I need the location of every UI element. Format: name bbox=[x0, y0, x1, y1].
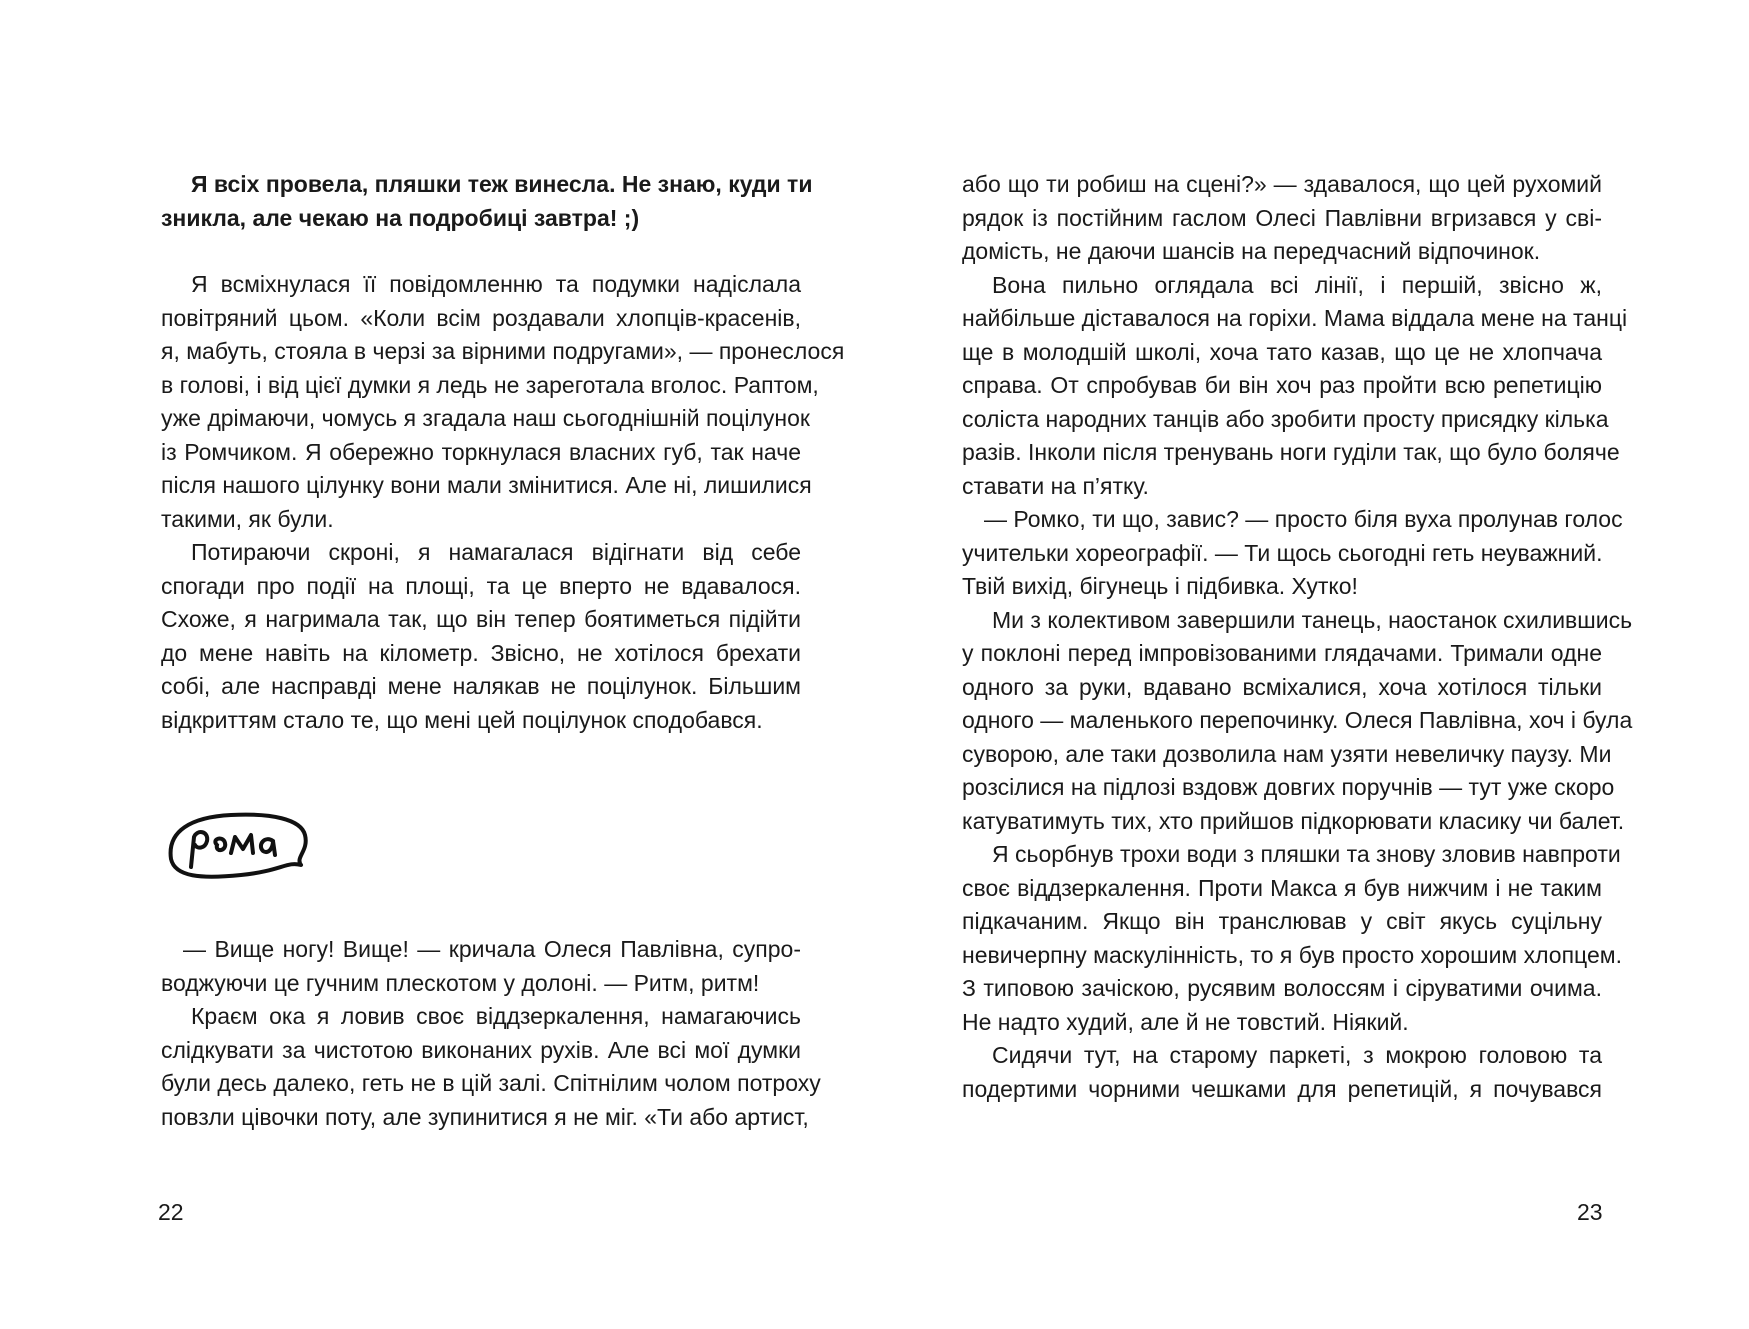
paragraph bbox=[962, 838, 1622, 1039]
text-line: були десь далеко, геть не в цій залі. Спітнілим чолом потроху bbox=[161, 1070, 821, 1096]
text-line: одного — маленького перепочинку. Олеся Павлівна, хоч і була bbox=[962, 707, 1633, 733]
right-page bbox=[962, 168, 1633, 1106]
paragraph bbox=[161, 933, 801, 1000]
text-line: Сидячи тут, на старому паркеті, з мокрою головою та bbox=[992, 1042, 1602, 1068]
text-line: такими, як були. bbox=[161, 505, 334, 532]
text-line: рядок із постійним гаслом Олесі Павлівни вгризався у сві- bbox=[962, 204, 1602, 231]
text-line: невичерпну маскулінність, то я був просто хорошим хлопцем. bbox=[962, 941, 1622, 968]
text-line: катуватимуть тих, хто прийшов підкорювати класику чи балет. bbox=[962, 807, 1625, 834]
text-line: у поклоні перед імпровізованими глядачами. Тримали одне bbox=[962, 640, 1602, 666]
paragraph bbox=[962, 503, 1623, 604]
text-line: собі, але насправді мене налякав не поцілунок. Більшим bbox=[161, 673, 801, 699]
text-line: до мене навіть на кілометр. Звісно, не хотілося брехати bbox=[161, 639, 801, 666]
paragraph bbox=[161, 536, 801, 737]
text-line: Я всіх провела, пляшки теж винесла. Не знаю, куди ти bbox=[191, 171, 813, 197]
text-line: разів. Інколи після тренувань ноги гуділи так, що було боляче bbox=[962, 439, 1620, 465]
text-line: справа. От спробував би він хоч раз пройти всю репетицію bbox=[962, 372, 1602, 398]
text-line: відкриттям стало те, що мені цей поцілунок сподобався. bbox=[161, 706, 763, 733]
paragraph bbox=[962, 1039, 1602, 1106]
text-line: одного за руки, вдавано всміхалися, хоча хотілося тільки bbox=[962, 673, 1602, 700]
text-line: повітряний цьом. «Коли всім роздавали хлопців-красенів, bbox=[161, 304, 801, 331]
text-line: подертими чорними чешками для репетицій, я почувався bbox=[962, 1075, 1602, 1102]
text-line: — Ромко, ти що, завис? — просто біля вуха пролунав голос bbox=[984, 506, 1623, 532]
text-line: Схоже, я нагримала так, що він тепер боятиметься підійти bbox=[161, 606, 801, 632]
text-line: в голові, і від цієї думки я ледь не зареготала вголос. Раптом, bbox=[161, 371, 819, 398]
text-line: розсілися на підлозі вздовж довгих поручнів — тут уже скоро bbox=[962, 774, 1615, 800]
text-line: — Вище ногу! Вище! — кричала Олеся Павлівна, супро- bbox=[183, 936, 801, 962]
text-line: або що ти робиш на сцені?» — здавалося, що цей рухомий bbox=[962, 171, 1602, 197]
text-line: учительки хореографії. — Ти щось сьогодні геть неуважний. bbox=[962, 539, 1603, 566]
text-line: соліста народних танців або зробити просту присядку кілька bbox=[962, 405, 1609, 432]
text-line: після нашого цілунку вони мали змінитися. Але ні, лишилися bbox=[161, 472, 812, 498]
text-line: спогади про події на площі, та це вперто не вдавалося. bbox=[161, 572, 801, 599]
page-number: 23 bbox=[1577, 1199, 1603, 1225]
text-line: повзли цівочки поту, але зупинитися я не міг. «Ти або артист, bbox=[161, 1103, 809, 1130]
text-line: своє віддзеркалення. Проти Макса я був нижчим і не таким bbox=[962, 874, 1602, 901]
text-line: Не надто худий, але й не товстий. Ніякий. bbox=[962, 1008, 1409, 1035]
paragraph bbox=[161, 268, 845, 536]
text-line: Ми з колективом завершили танець, наостанок схилившись bbox=[992, 606, 1633, 633]
text-line: домість, не даючи шансів на передчасний відпочинок. bbox=[962, 238, 1541, 264]
text-line: З типовою зачіскою, русявим волоссям і сіруватими очима. bbox=[962, 975, 1602, 1001]
paragraph bbox=[962, 269, 1628, 504]
paragraph bbox=[161, 1000, 821, 1134]
text-line: суворою, але таки дозволила нам узяти невеличку паузу. Ми bbox=[962, 740, 1612, 767]
text-line: ставати на п’ятку. bbox=[962, 472, 1149, 499]
roma-signature-logo bbox=[161, 801, 311, 889]
paragraph bbox=[962, 168, 1602, 269]
text-line: Краєм ока я ловив своє віддзеркалення, намагаючись bbox=[191, 1003, 801, 1029]
text-line: Твій вихід, бігунець і підбивка. Хутко! bbox=[962, 573, 1358, 599]
text-line: Я всміхнулася її повідомленню та подумки надіслала bbox=[191, 271, 801, 297]
text-line: підкачаним. Якщо він транслював у світ якусь суцільну bbox=[962, 908, 1602, 934]
text-line: Я сьорбнув трохи води з пляшки та знову зловив навпроти bbox=[992, 841, 1621, 867]
text-line: із Ромчиком. Я обережно торкнулася власних губ, так наче bbox=[161, 438, 801, 465]
text-line: найбільше діставалося на горіхи. Мама віддала мене на танці bbox=[962, 305, 1628, 331]
left-page bbox=[161, 168, 845, 1134]
text-line: зникла, але чекаю на подробиці завтра! ;) bbox=[161, 204, 640, 231]
text-line: Потираючи скроні, я намагалася відігнати від себе bbox=[191, 539, 801, 565]
page-number: 22 bbox=[158, 1199, 184, 1225]
text-message bbox=[161, 168, 813, 235]
handwritten-signature-icon bbox=[161, 801, 311, 889]
text-line: ще в молодшій школі, хоча тато казав, що це не хлопчача bbox=[962, 338, 1602, 365]
text-line: уже дрімаючи, чомусь я згадала наш сьогоднішній поцілунок bbox=[161, 405, 810, 431]
text-line: воджуючи це гучним плескотом у долоні. — Ритм, ритм! bbox=[161, 969, 760, 996]
paragraph bbox=[962, 604, 1633, 839]
text-line: Вона пильно оглядала всі лінії, і першій, звісно ж, bbox=[992, 271, 1602, 298]
text-line: слідкувати за чистотою виконаних рухів. Але всі мої думки bbox=[161, 1036, 801, 1063]
text-line: я, мабуть, стояла в черзі за вірними подругами», — пронеслося bbox=[161, 338, 845, 364]
